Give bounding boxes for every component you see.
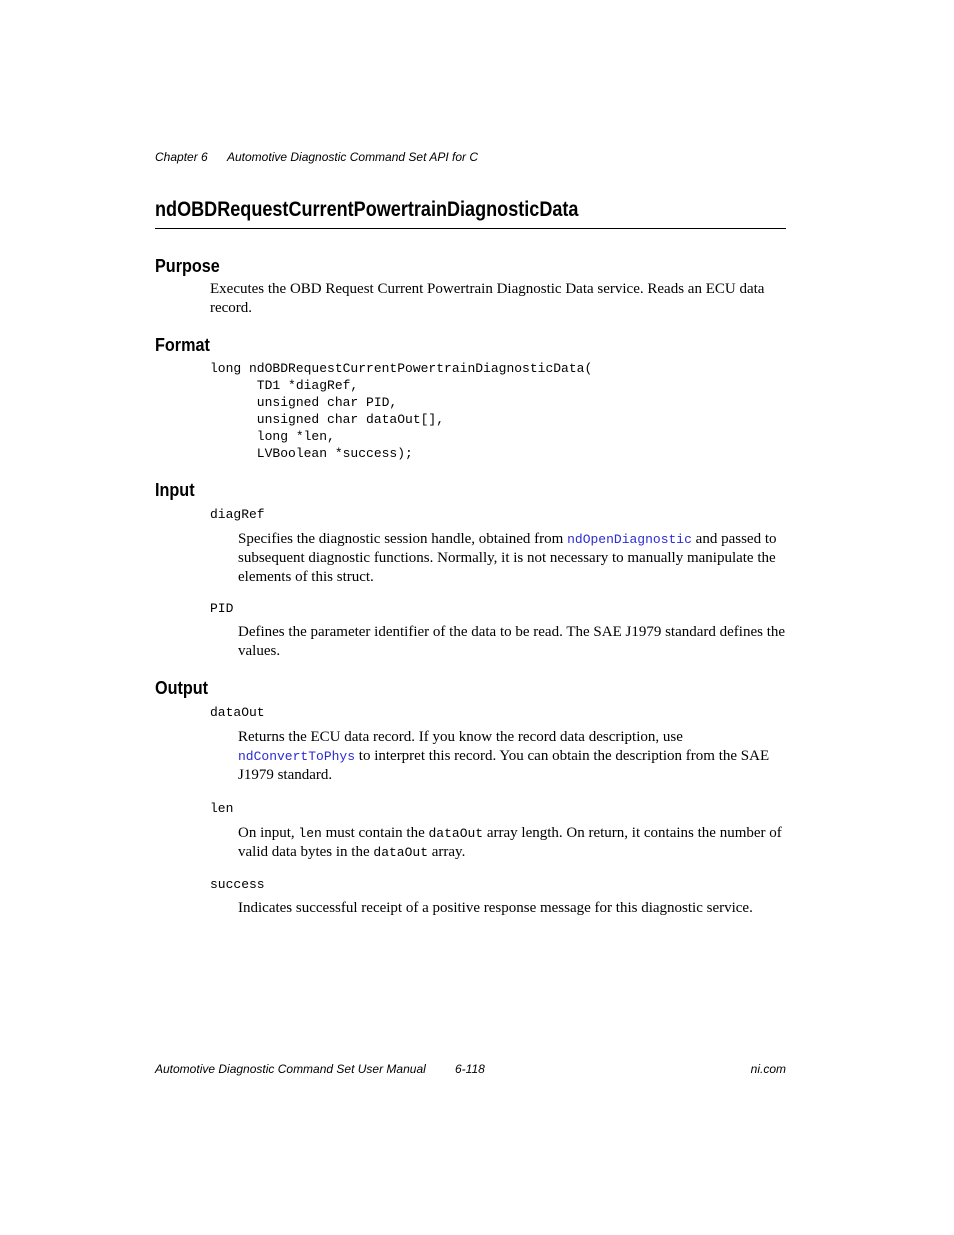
- inline-code-len: len: [298, 826, 322, 841]
- desc-text: On input,: [238, 825, 299, 841]
- link-ndconverttophys[interactable]: ndConvertToPhys: [238, 749, 356, 764]
- param-name-len: len: [210, 801, 234, 816]
- input-heading: Input: [155, 480, 195, 500]
- footer-page-number: 6-118: [455, 1062, 485, 1076]
- desc-text: array.: [428, 844, 466, 860]
- desc-text: and passed to subsequent diagnostic functions. Normally, it is not necessary to manually manipulate the elements of this struct.: [238, 531, 777, 585]
- footer-website: ni.com: [750, 1062, 786, 1076]
- purpose-heading: Purpose: [155, 256, 220, 276]
- title-rule: [155, 228, 786, 229]
- desc-text: to interpret this record. You can obtain the description from the SAE J1979 standard.: [238, 748, 770, 783]
- purpose-text: Executes the OBD Request Current Powertrain Diagnostic Data service. Reads an ECU data record.: [210, 281, 765, 316]
- footer-manual-title: Automotive Diagnostic Command Set User Manual: [155, 1062, 426, 1076]
- inline-code-dataout: dataOut: [428, 826, 484, 841]
- inline-code-dataout: dataOut: [373, 845, 428, 860]
- param-desc-len: [238, 824, 786, 862]
- param-name-diagref: diagRef: [210, 507, 265, 522]
- param-name-pid: PID: [210, 601, 234, 616]
- param-name-dataout: dataOut: [210, 705, 265, 720]
- param-name-success: success: [210, 877, 265, 892]
- param-desc-diagref: [238, 530, 786, 587]
- param-desc-success: Indicates successful receipt of a positive response message for this diagnostic service.: [238, 900, 753, 916]
- param-desc-pid: Defines the parameter identifier of the data to be read. The SAE J1979 standard defines the values.: [238, 624, 786, 659]
- format-heading: Format: [155, 335, 210, 355]
- function-title: ndOBDRequestCurrentPowertrainDiagnosticData: [155, 198, 579, 221]
- running-header: [155, 150, 478, 164]
- link-ndopendiagnostic[interactable]: ndOpenDiagnostic: [567, 532, 692, 547]
- desc-text: Returns the ECU data record. If you know the record data description, use: [238, 729, 683, 745]
- output-heading: Output: [155, 678, 209, 698]
- desc-text: Specifies the diagnostic session handle, obtained from: [238, 531, 568, 547]
- chapter-title: Automotive Diagnostic Command Set API for C: [227, 150, 478, 164]
- desc-text: must contain the: [321, 825, 429, 841]
- chapter-label: Chapter 6: [155, 150, 208, 164]
- format-code: long ndOBDRequestCurrentPowertrainDiagnosticData( TD1 *diagRef, unsigned char PID, unsigned char dataOut[], long *len, LVBoolean *success);: [210, 361, 593, 461]
- desc-text: array length. On return, it contains the number of valid data bytes in the: [238, 825, 782, 860]
- param-desc-dataout: [238, 728, 786, 785]
